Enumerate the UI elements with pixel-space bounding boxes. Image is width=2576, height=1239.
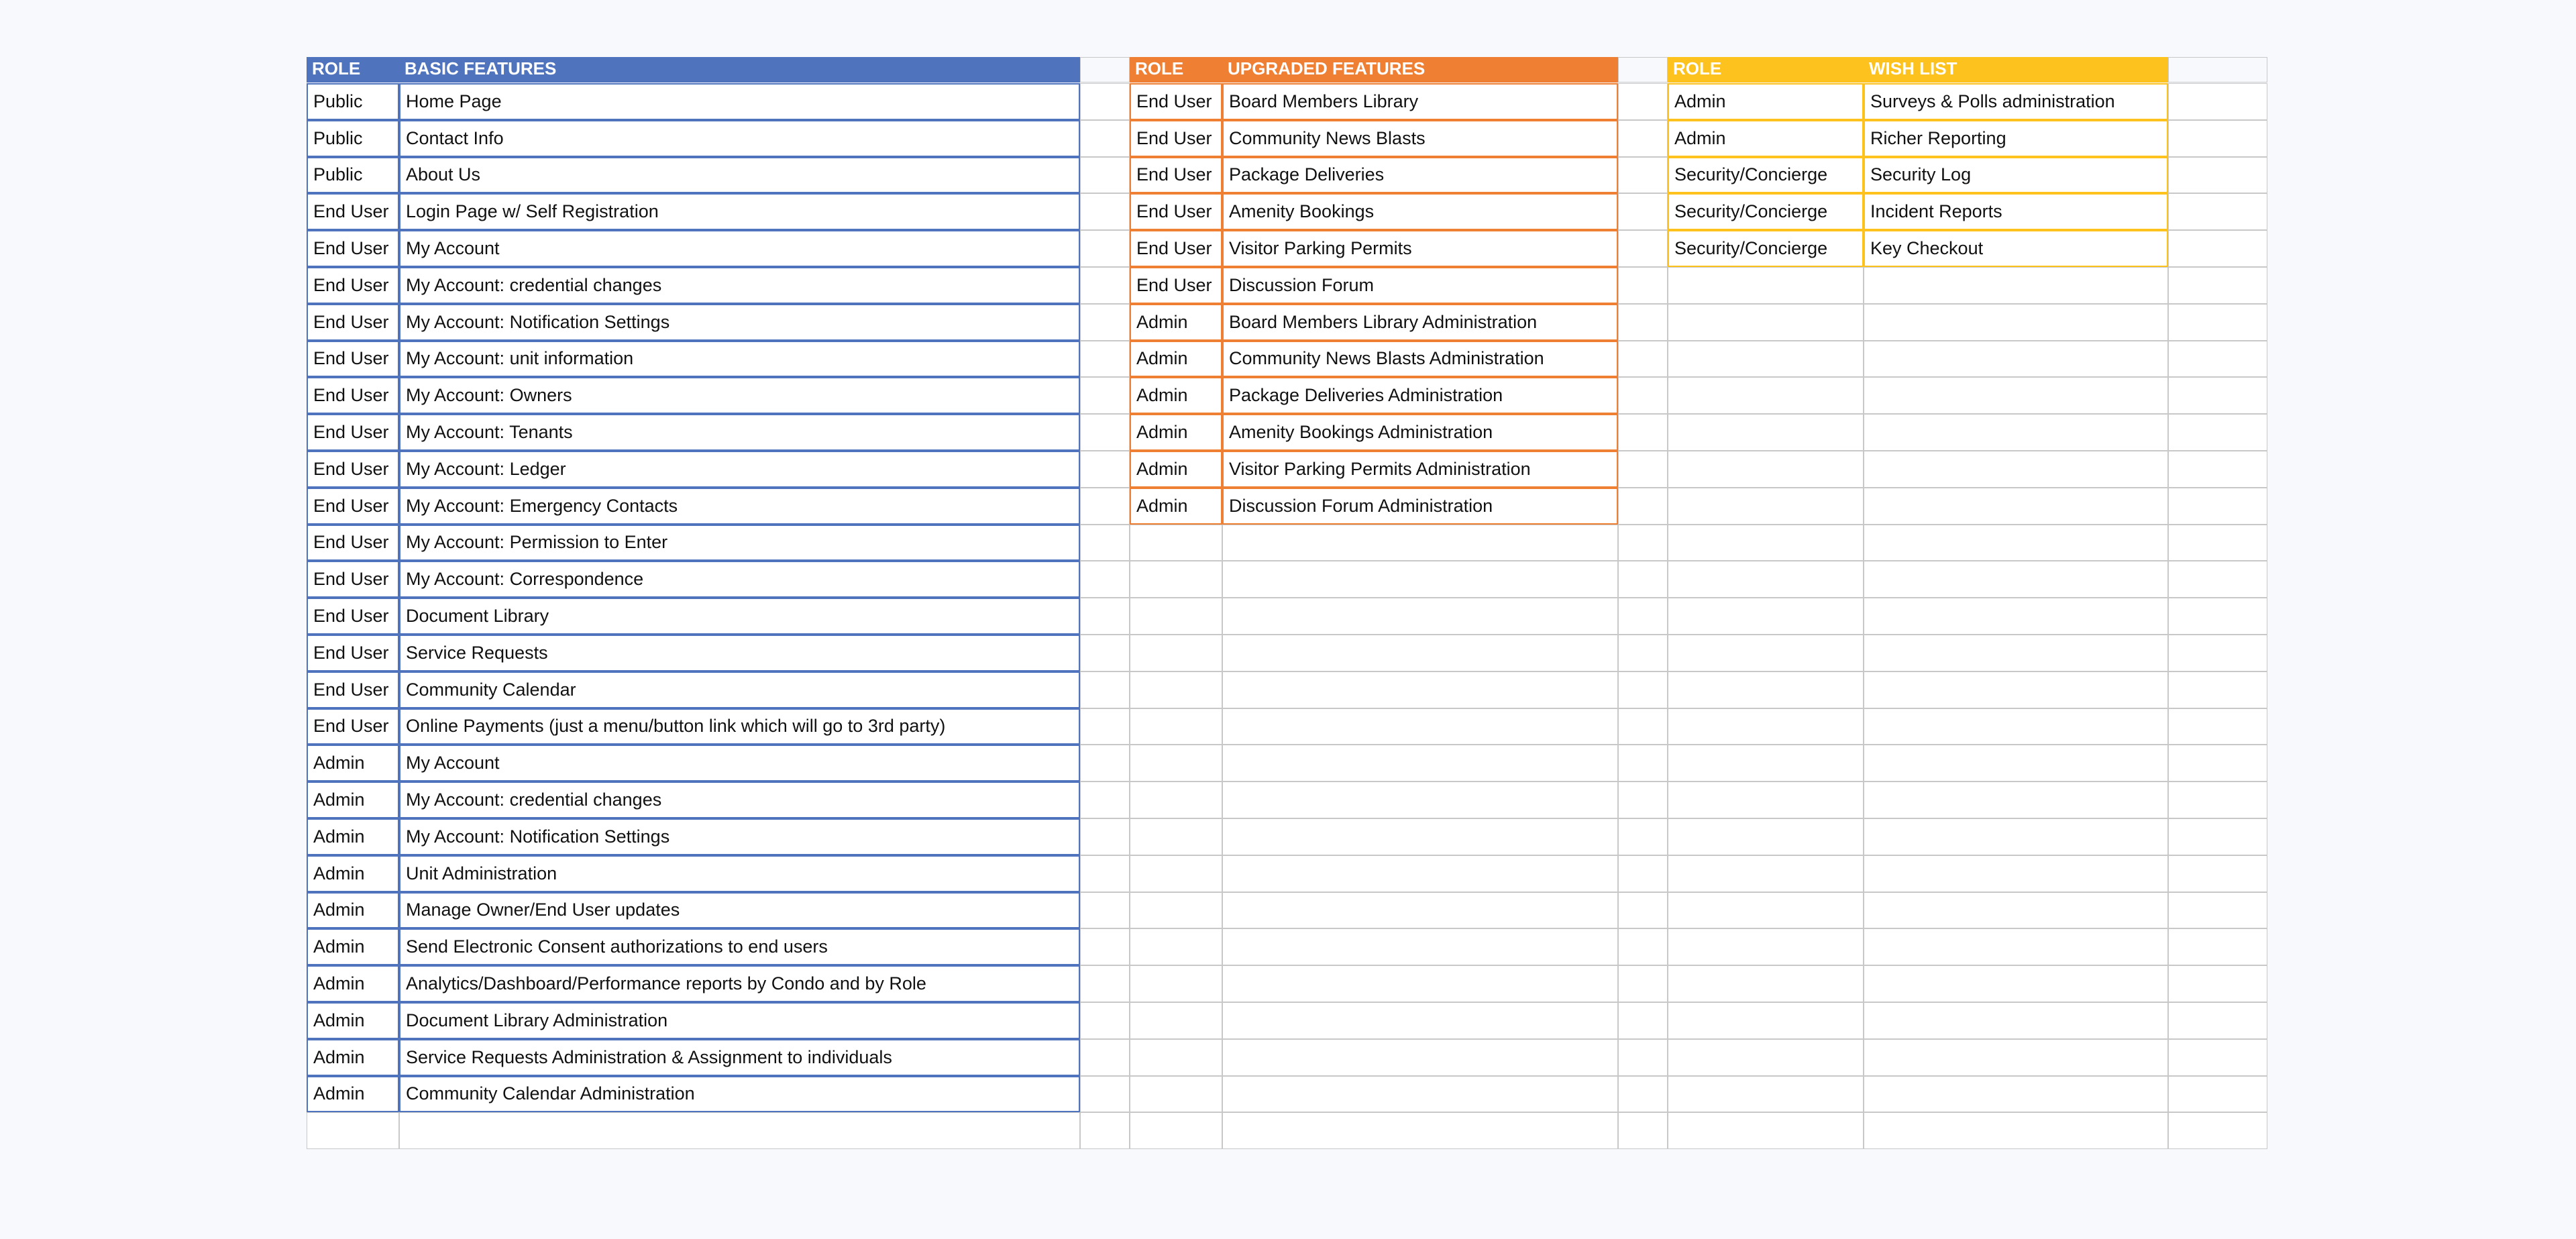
basic-role-cell[interactable]: Admin bbox=[307, 818, 399, 855]
basic-feature-cell[interactable]: Service Requests bbox=[399, 635, 1080, 671]
empty-cell[interactable] bbox=[1668, 561, 1864, 598]
upgraded-role-cell[interactable]: End User bbox=[1130, 157, 1222, 194]
empty-cell[interactable] bbox=[1130, 561, 1222, 598]
wishlist-header-role: ROLE bbox=[1668, 57, 1864, 83]
basic-feature-cell[interactable]: Analytics/Dashboard/Performance reports by Condo and by Role bbox=[399, 965, 1080, 1002]
upgraded-role-cell[interactable]: Admin bbox=[1130, 304, 1222, 341]
empty-cell[interactable] bbox=[1864, 745, 2168, 782]
wishlist-header-feature: WISH LIST bbox=[1864, 57, 2168, 83]
basic-feature-cell[interactable]: Online Payments (just a menu/button link which will go to 3rd party) bbox=[399, 708, 1080, 745]
empty-cell[interactable] bbox=[2168, 83, 2267, 120]
empty-cell[interactable] bbox=[2168, 1002, 2267, 1039]
empty-cell[interactable] bbox=[1668, 782, 1864, 818]
upgraded-feature-cell[interactable]: Board Members Library Administration bbox=[1222, 304, 1618, 341]
empty-cell[interactable] bbox=[1080, 818, 1130, 855]
empty-cell[interactable] bbox=[1130, 855, 1222, 892]
empty-cell[interactable] bbox=[1668, 377, 1864, 414]
wishlist-role-cell[interactable]: Security/Concierge bbox=[1668, 193, 1864, 230]
empty-cell[interactable] bbox=[1864, 341, 2168, 378]
empty-cell[interactable] bbox=[1130, 818, 1222, 855]
empty-cell[interactable] bbox=[1864, 671, 2168, 708]
basic-feature-cell[interactable]: Community Calendar bbox=[399, 671, 1080, 708]
empty-cell[interactable] bbox=[2168, 745, 2267, 782]
empty-cell[interactable] bbox=[1864, 267, 2168, 304]
basic-role-cell[interactable]: End User bbox=[307, 341, 399, 378]
empty-cell[interactable] bbox=[1668, 414, 1864, 451]
empty-cell[interactable] bbox=[1864, 782, 2168, 818]
basic-feature-cell[interactable]: My Account: Ledger bbox=[399, 451, 1080, 488]
empty-cell[interactable] bbox=[1618, 1076, 1668, 1113]
empty-cell[interactable] bbox=[1668, 1039, 1864, 1076]
basic-role-cell[interactable]: Admin bbox=[307, 1076, 399, 1113]
empty-cell[interactable] bbox=[1080, 855, 1130, 892]
upgraded-feature-cell[interactable]: Package Deliveries bbox=[1222, 157, 1618, 194]
empty-cell[interactable] bbox=[1618, 892, 1668, 929]
empty-cell[interactable] bbox=[1618, 304, 1668, 341]
empty-cell[interactable] bbox=[1222, 525, 1618, 561]
empty-cell[interactable] bbox=[1618, 377, 1668, 414]
empty-cell[interactable] bbox=[1618, 1039, 1668, 1076]
basic-role-cell[interactable]: Admin bbox=[307, 1039, 399, 1076]
empty-cell[interactable] bbox=[1668, 892, 1864, 929]
empty-cell[interactable] bbox=[2168, 525, 2267, 561]
basic-role-cell[interactable]: End User bbox=[307, 561, 399, 598]
empty-cell[interactable] bbox=[2168, 855, 2267, 892]
empty-cell[interactable] bbox=[1618, 928, 1668, 965]
empty-cell[interactable] bbox=[1130, 928, 1222, 965]
empty-cell[interactable] bbox=[1618, 451, 1668, 488]
upgraded-header-role: ROLE bbox=[1130, 57, 1222, 83]
basic-feature-cell[interactable]: My Account: credential changes bbox=[399, 267, 1080, 304]
empty-cell[interactable] bbox=[1130, 782, 1222, 818]
empty-cell[interactable] bbox=[2168, 818, 2267, 855]
empty-cell[interactable] bbox=[1080, 598, 1130, 635]
empty-cell[interactable] bbox=[2168, 193, 2267, 230]
empty-cell[interactable] bbox=[1864, 1039, 2168, 1076]
header-empty-cell[interactable] bbox=[1080, 57, 1130, 83]
upgraded-feature-cell[interactable]: Discussion Forum bbox=[1222, 267, 1618, 304]
wishlist-feature-cell[interactable]: Incident Reports bbox=[1864, 193, 2168, 230]
empty-cell[interactable] bbox=[1080, 341, 1130, 378]
wishlist-feature-cell[interactable]: Surveys & Polls administration bbox=[1864, 83, 2168, 120]
empty-cell[interactable] bbox=[1618, 965, 1668, 1002]
empty-cell[interactable] bbox=[1130, 1112, 1222, 1149]
basic-role-cell[interactable]: End User bbox=[307, 377, 399, 414]
empty-cell[interactable] bbox=[1618, 1002, 1668, 1039]
empty-cell[interactable] bbox=[1222, 1112, 1618, 1149]
upgraded-role-cell[interactable]: End User bbox=[1130, 267, 1222, 304]
empty-cell[interactable] bbox=[1080, 1076, 1130, 1113]
empty-cell[interactable] bbox=[1080, 83, 1130, 120]
empty-cell[interactable] bbox=[2168, 304, 2267, 341]
empty-cell[interactable] bbox=[2168, 377, 2267, 414]
empty-cell[interactable] bbox=[1864, 855, 2168, 892]
empty-cell[interactable] bbox=[1618, 267, 1668, 304]
basic-feature-cell[interactable]: Community Calendar Administration bbox=[399, 1076, 1080, 1113]
basic-feature-cell[interactable]: My Account: Tenants bbox=[399, 414, 1080, 451]
basic-feature-cell[interactable]: Contact Info bbox=[399, 120, 1080, 157]
empty-cell[interactable] bbox=[1668, 855, 1864, 892]
empty-cell[interactable] bbox=[1130, 708, 1222, 745]
empty-cell[interactable] bbox=[1222, 782, 1618, 818]
empty-cell[interactable] bbox=[1222, 928, 1618, 965]
empty-cell[interactable] bbox=[2168, 230, 2267, 267]
empty-cell[interactable] bbox=[1222, 965, 1618, 1002]
empty-cell[interactable] bbox=[1668, 451, 1864, 488]
header-empty-cell[interactable] bbox=[1618, 57, 1668, 83]
wishlist-feature-cell[interactable]: Key Checkout bbox=[1864, 230, 2168, 267]
basic-feature-cell[interactable]: My Account: Owners bbox=[399, 377, 1080, 414]
empty-cell[interactable] bbox=[1080, 671, 1130, 708]
empty-cell[interactable] bbox=[1130, 635, 1222, 671]
empty-cell[interactable] bbox=[2168, 671, 2267, 708]
empty-cell[interactable] bbox=[307, 1112, 399, 1149]
basic-role-cell[interactable]: End User bbox=[307, 488, 399, 525]
empty-cell[interactable] bbox=[1668, 708, 1864, 745]
basic-feature-cell[interactable]: Login Page w/ Self Registration bbox=[399, 193, 1080, 230]
empty-cell[interactable] bbox=[1130, 671, 1222, 708]
empty-cell[interactable] bbox=[1668, 1076, 1864, 1113]
empty-cell[interactable] bbox=[2168, 341, 2267, 378]
basic-feature-cell[interactable]: Document Library Administration bbox=[399, 1002, 1080, 1039]
empty-cell[interactable] bbox=[1668, 745, 1864, 782]
empty-cell[interactable] bbox=[1222, 1076, 1618, 1113]
empty-cell[interactable] bbox=[1080, 488, 1130, 525]
basic-role-cell[interactable]: Admin bbox=[307, 892, 399, 929]
basic-role-cell[interactable]: Public bbox=[307, 157, 399, 194]
upgraded-feature-cell[interactable]: Board Members Library bbox=[1222, 83, 1618, 120]
basic-feature-cell[interactable]: Home Page bbox=[399, 83, 1080, 120]
upgraded-feature-cell[interactable]: Visitor Parking Permits bbox=[1222, 230, 1618, 267]
empty-cell[interactable] bbox=[2168, 120, 2267, 157]
empty-cell[interactable] bbox=[1080, 708, 1130, 745]
empty-cell[interactable] bbox=[1080, 525, 1130, 561]
basic-role-cell[interactable]: Public bbox=[307, 120, 399, 157]
empty-cell[interactable] bbox=[1080, 157, 1130, 194]
basic-feature-cell[interactable]: About Us bbox=[399, 157, 1080, 194]
upgraded-role-cell[interactable]: End User bbox=[1130, 120, 1222, 157]
empty-cell[interactable] bbox=[1668, 267, 1864, 304]
empty-cell[interactable] bbox=[1864, 414, 2168, 451]
upgraded-feature-cell[interactable]: Amenity Bookings bbox=[1222, 193, 1618, 230]
empty-cell[interactable] bbox=[1618, 414, 1668, 451]
empty-cell[interactable] bbox=[1618, 120, 1668, 157]
empty-cell[interactable] bbox=[1618, 525, 1668, 561]
empty-cell[interactable] bbox=[1080, 267, 1130, 304]
empty-cell[interactable] bbox=[1130, 525, 1222, 561]
empty-cell[interactable] bbox=[1864, 488, 2168, 525]
basic-feature-cell[interactable]: My Account: Permission to Enter bbox=[399, 525, 1080, 561]
empty-cell[interactable] bbox=[1618, 671, 1668, 708]
empty-cell[interactable] bbox=[2168, 1039, 2267, 1076]
empty-cell[interactable] bbox=[1080, 745, 1130, 782]
upgraded-role-cell[interactable]: End User bbox=[1130, 193, 1222, 230]
header-empty-cell[interactable] bbox=[2168, 57, 2267, 83]
empty-cell[interactable] bbox=[1080, 635, 1130, 671]
basic-role-cell[interactable]: End User bbox=[307, 304, 399, 341]
empty-cell[interactable] bbox=[1080, 451, 1130, 488]
empty-cell[interactable] bbox=[1222, 745, 1618, 782]
empty-cell[interactable] bbox=[1130, 1076, 1222, 1113]
upgraded-role-cell[interactable]: Admin bbox=[1130, 377, 1222, 414]
empty-cell[interactable] bbox=[2168, 157, 2267, 194]
empty-cell[interactable] bbox=[1864, 818, 2168, 855]
empty-cell[interactable] bbox=[1668, 671, 1864, 708]
basic-header-feature: BASIC FEATURES bbox=[399, 57, 1080, 83]
empty-cell[interactable] bbox=[1222, 1002, 1618, 1039]
empty-cell[interactable] bbox=[1222, 708, 1618, 745]
upgraded-role-cell[interactable]: End User bbox=[1130, 83, 1222, 120]
empty-cell[interactable] bbox=[399, 1112, 1080, 1149]
empty-cell[interactable] bbox=[1864, 928, 2168, 965]
empty-cell[interactable] bbox=[1080, 1039, 1130, 1076]
empty-cell[interactable] bbox=[1080, 1112, 1130, 1149]
empty-cell[interactable] bbox=[2168, 928, 2267, 965]
upgraded-feature-cell[interactable]: Community News Blasts Administration bbox=[1222, 341, 1618, 378]
wishlist-role-cell[interactable]: Security/Concierge bbox=[1668, 157, 1864, 194]
empty-cell[interactable] bbox=[2168, 451, 2267, 488]
basic-feature-cell[interactable]: My Account bbox=[399, 230, 1080, 267]
wishlist-feature-cell[interactable]: Richer Reporting bbox=[1864, 120, 2168, 157]
basic-feature-cell[interactable]: Send Electronic Consent authorizations to end users bbox=[399, 928, 1080, 965]
empty-cell[interactable] bbox=[1618, 745, 1668, 782]
empty-cell[interactable] bbox=[1864, 561, 2168, 598]
empty-cell[interactable] bbox=[1618, 341, 1668, 378]
empty-cell[interactable] bbox=[1668, 818, 1864, 855]
basic-feature-cell[interactable]: My Account: credential changes bbox=[399, 782, 1080, 818]
basic-feature-cell[interactable]: Service Requests Administration & Assignment to individuals bbox=[399, 1039, 1080, 1076]
upgraded-role-cell[interactable]: Admin bbox=[1130, 451, 1222, 488]
empty-cell[interactable] bbox=[1864, 1112, 2168, 1149]
empty-cell[interactable] bbox=[1080, 304, 1130, 341]
empty-cell[interactable] bbox=[1668, 965, 1864, 1002]
basic-role-cell[interactable]: Admin bbox=[307, 928, 399, 965]
empty-cell[interactable] bbox=[2168, 598, 2267, 635]
basic-role-cell[interactable]: End User bbox=[307, 414, 399, 451]
empty-cell[interactable] bbox=[1668, 525, 1864, 561]
empty-cell[interactable] bbox=[1668, 635, 1864, 671]
empty-cell[interactable] bbox=[2168, 488, 2267, 525]
empty-cell[interactable] bbox=[1222, 598, 1618, 635]
empty-cell[interactable] bbox=[1668, 341, 1864, 378]
wishlist-role-cell[interactable]: Admin bbox=[1668, 83, 1864, 120]
empty-cell[interactable] bbox=[1130, 745, 1222, 782]
basic-role-cell[interactable]: Public bbox=[307, 83, 399, 120]
empty-cell[interactable] bbox=[1130, 1039, 1222, 1076]
empty-cell[interactable] bbox=[1080, 120, 1130, 157]
empty-cell[interactable] bbox=[1618, 1112, 1668, 1149]
basic-role-cell[interactable]: End User bbox=[307, 525, 399, 561]
upgraded-header-feature: UPGRADED FEATURES bbox=[1222, 57, 1618, 83]
empty-cell[interactable] bbox=[2168, 1076, 2267, 1113]
empty-cell[interactable] bbox=[2168, 561, 2267, 598]
empty-cell[interactable] bbox=[1222, 635, 1618, 671]
wishlist-role-cell[interactable]: Security/Concierge bbox=[1668, 230, 1864, 267]
basic-feature-cell[interactable]: Document Library bbox=[399, 598, 1080, 635]
empty-cell[interactable] bbox=[2168, 635, 2267, 671]
empty-cell[interactable] bbox=[1618, 782, 1668, 818]
empty-cell[interactable] bbox=[1618, 708, 1668, 745]
basic-role-cell[interactable]: End User bbox=[307, 671, 399, 708]
empty-cell[interactable] bbox=[1618, 635, 1668, 671]
empty-cell[interactable] bbox=[1618, 818, 1668, 855]
empty-cell[interactable] bbox=[1668, 598, 1864, 635]
basic-role-cell[interactable]: End User bbox=[307, 230, 399, 267]
basic-role-cell[interactable]: End User bbox=[307, 451, 399, 488]
upgraded-feature-cell[interactable]: Visitor Parking Permits Administration bbox=[1222, 451, 1618, 488]
empty-cell[interactable] bbox=[1130, 965, 1222, 1002]
empty-cell[interactable] bbox=[1864, 892, 2168, 929]
basic-feature-cell[interactable]: My Account bbox=[399, 745, 1080, 782]
empty-cell[interactable] bbox=[2168, 414, 2267, 451]
empty-cell[interactable] bbox=[1864, 1076, 2168, 1113]
empty-cell[interactable] bbox=[2168, 782, 2267, 818]
empty-cell[interactable] bbox=[1668, 1112, 1864, 1149]
empty-cell[interactable] bbox=[1618, 855, 1668, 892]
empty-cell[interactable] bbox=[1222, 671, 1618, 708]
basic-feature-cell[interactable]: My Account: Emergency Contacts bbox=[399, 488, 1080, 525]
basic-role-cell[interactable]: Admin bbox=[307, 745, 399, 782]
empty-cell[interactable] bbox=[1080, 1002, 1130, 1039]
empty-cell[interactable] bbox=[1222, 561, 1618, 598]
empty-cell[interactable] bbox=[1080, 561, 1130, 598]
empty-cell[interactable] bbox=[1864, 635, 2168, 671]
empty-cell[interactable] bbox=[1864, 965, 2168, 1002]
empty-cell[interactable] bbox=[1080, 965, 1130, 1002]
upgraded-role-cell[interactable]: Admin bbox=[1130, 488, 1222, 525]
basic-header-role: ROLE bbox=[307, 57, 399, 83]
empty-cell[interactable] bbox=[1222, 892, 1618, 929]
basic-role-cell[interactable]: Admin bbox=[307, 782, 399, 818]
empty-cell[interactable] bbox=[1080, 892, 1130, 929]
empty-cell[interactable] bbox=[1864, 451, 2168, 488]
basic-role-cell[interactable]: End User bbox=[307, 635, 399, 671]
empty-cell[interactable] bbox=[2168, 267, 2267, 304]
upgraded-feature-cell[interactable]: Package Deliveries Administration bbox=[1222, 377, 1618, 414]
basic-feature-cell[interactable]: My Account: Notification Settings bbox=[399, 304, 1080, 341]
basic-feature-cell[interactable]: My Account: unit information bbox=[399, 341, 1080, 378]
basic-role-cell[interactable]: Admin bbox=[307, 965, 399, 1002]
empty-cell[interactable] bbox=[1618, 83, 1668, 120]
empty-cell[interactable] bbox=[1668, 928, 1864, 965]
empty-cell[interactable] bbox=[1130, 1002, 1222, 1039]
basic-role-cell[interactable]: Admin bbox=[307, 1002, 399, 1039]
basic-role-cell[interactable]: End User bbox=[307, 598, 399, 635]
empty-cell[interactable] bbox=[1080, 193, 1130, 230]
empty-cell[interactable] bbox=[1864, 598, 2168, 635]
empty-cell[interactable] bbox=[1864, 708, 2168, 745]
basic-role-cell[interactable]: End User bbox=[307, 267, 399, 304]
empty-cell[interactable] bbox=[1668, 1002, 1864, 1039]
empty-cell[interactable] bbox=[2168, 1112, 2267, 1149]
empty-cell[interactable] bbox=[1080, 782, 1130, 818]
empty-cell[interactable] bbox=[1668, 488, 1864, 525]
empty-cell[interactable] bbox=[1080, 377, 1130, 414]
empty-cell[interactable] bbox=[1618, 193, 1668, 230]
basic-role-cell[interactable]: End User bbox=[307, 193, 399, 230]
empty-cell[interactable] bbox=[1864, 304, 2168, 341]
basic-role-cell[interactable]: Admin bbox=[307, 855, 399, 892]
empty-cell[interactable] bbox=[1222, 818, 1618, 855]
empty-cell[interactable] bbox=[2168, 965, 2267, 1002]
upgraded-role-cell[interactable]: End User bbox=[1130, 230, 1222, 267]
empty-cell[interactable] bbox=[1618, 561, 1668, 598]
basic-feature-cell[interactable]: Unit Administration bbox=[399, 855, 1080, 892]
wishlist-feature-cell[interactable]: Security Log bbox=[1864, 157, 2168, 194]
empty-cell[interactable] bbox=[1080, 414, 1130, 451]
empty-cell[interactable] bbox=[1618, 488, 1668, 525]
upgraded-feature-cell[interactable]: Discussion Forum Administration bbox=[1222, 488, 1618, 525]
upgraded-role-cell[interactable]: Admin bbox=[1130, 341, 1222, 378]
empty-cell[interactable] bbox=[1618, 598, 1668, 635]
empty-cell[interactable] bbox=[1222, 1039, 1618, 1076]
empty-cell[interactable] bbox=[1618, 157, 1668, 194]
empty-cell[interactable] bbox=[1080, 230, 1130, 267]
empty-cell[interactable] bbox=[1668, 304, 1864, 341]
basic-feature-cell[interactable]: My Account: Notification Settings bbox=[399, 818, 1080, 855]
empty-cell[interactable] bbox=[1618, 230, 1668, 267]
basic-feature-cell[interactable]: My Account: Correspondence bbox=[399, 561, 1080, 598]
wishlist-role-cell[interactable]: Admin bbox=[1668, 120, 1864, 157]
upgraded-feature-cell[interactable]: Community News Blasts bbox=[1222, 120, 1618, 157]
basic-feature-cell[interactable]: Manage Owner/End User updates bbox=[399, 892, 1080, 929]
empty-cell[interactable] bbox=[2168, 708, 2267, 745]
empty-cell[interactable] bbox=[2168, 892, 2267, 929]
empty-cell[interactable] bbox=[1130, 892, 1222, 929]
empty-cell[interactable] bbox=[1130, 598, 1222, 635]
basic-role-cell[interactable]: End User bbox=[307, 708, 399, 745]
empty-cell[interactable] bbox=[1080, 928, 1130, 965]
upgraded-role-cell[interactable]: Admin bbox=[1130, 414, 1222, 451]
empty-cell[interactable] bbox=[1864, 525, 2168, 561]
upgraded-feature-cell[interactable]: Amenity Bookings Administration bbox=[1222, 414, 1618, 451]
empty-cell[interactable] bbox=[1222, 855, 1618, 892]
empty-cell[interactable] bbox=[1864, 377, 2168, 414]
empty-cell[interactable] bbox=[1864, 1002, 2168, 1039]
